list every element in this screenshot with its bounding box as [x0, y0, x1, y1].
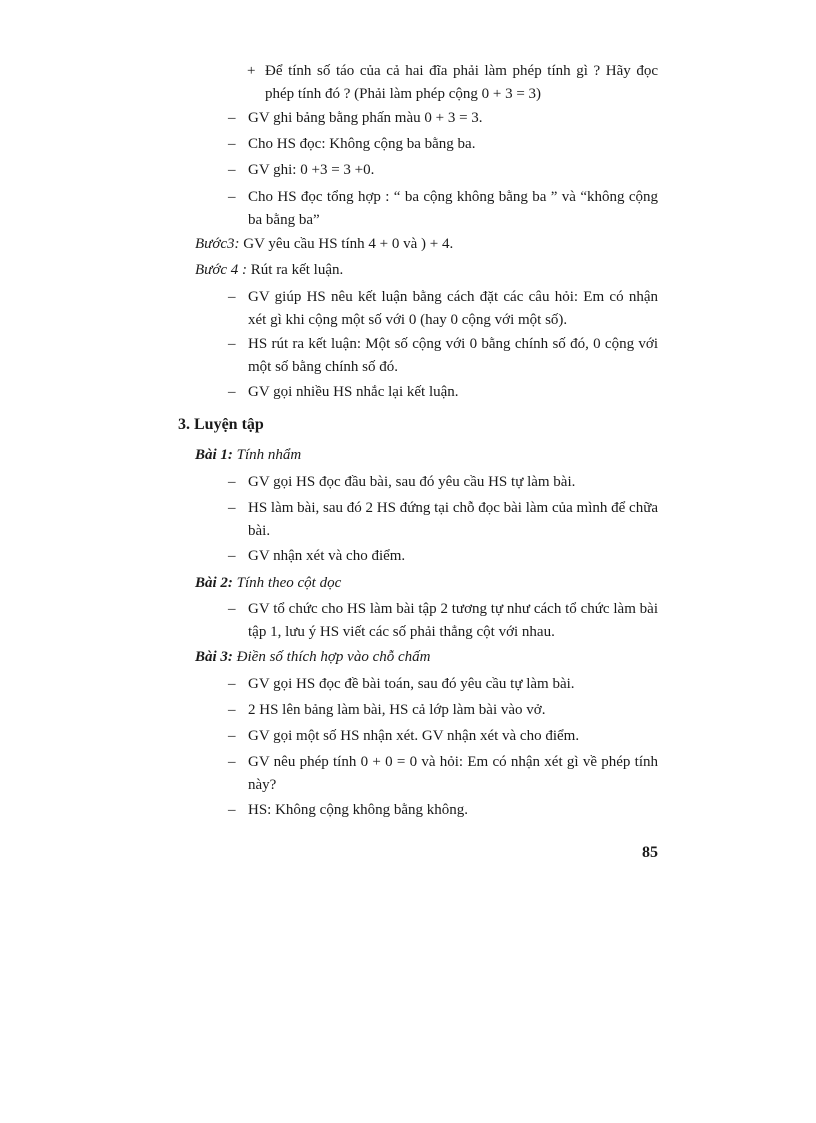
dash-bullet: –	[228, 162, 236, 178]
step-4-label: Bước 4 :	[195, 262, 248, 278]
exercise-1-title	[195, 444, 301, 467]
dash-bullet: –	[228, 702, 236, 718]
dash-bullet: –	[228, 802, 236, 818]
step-4	[195, 259, 343, 282]
dash-bullet: –	[228, 289, 236, 305]
exercise-2-name: Tính theo cột dọc	[232, 575, 342, 591]
exercise-2-label: Bài 2:	[195, 575, 233, 591]
exercise-3-item: GV gọi HS đọc đề bài toán, sau đó yêu cầu tự làm bài.	[248, 676, 575, 692]
paragraph-gv-ghi: GV ghi: 0 +3 = 3 +0.	[248, 162, 375, 178]
paragraph-doc-tong-hop: Cho HS đọc tổng hợp : “ ba cộng không bằng ba ” và “không cộng ba bằng ba”	[248, 189, 658, 228]
exercise-1-item: GV nhận xét và cho điểm.	[248, 548, 406, 564]
exercise-2-title	[195, 572, 341, 595]
paragraph-gv-giup-hs: GV giúp HS nêu kết luận bằng cách đặt các câu hỏi: Em có nhận xét gì khi cộng một số với 0 (hay 0 cộng với một số).	[248, 289, 658, 328]
step-3	[195, 233, 453, 256]
exercise-3-item: 2 HS lên bảng làm bài, HS cả lớp làm bài vào vở.	[248, 702, 546, 718]
dash-bullet: –	[228, 500, 236, 516]
exercise-1-item: HS làm bài, sau đó 2 HS đứng tại chỗ đọc bài làm của mình để chữa bài.	[248, 500, 658, 539]
dash-bullet: –	[228, 548, 236, 564]
exercise-1-label: Bài 1:	[195, 447, 233, 463]
dash-bullet: –	[228, 136, 236, 152]
dash-bullet: –	[228, 384, 236, 400]
paragraph-gv-goi-nhieu: GV gọi nhiều HS nhắc lại kết luận.	[248, 384, 459, 400]
dash-bullet: –	[228, 474, 236, 490]
paragraph-apple-question: Để tính số táo của cả hai đĩa phải làm phép tính gì ? Hãy đọc phép tính đó ? (Phải làm phép cộng 0 + 3 = 3)	[265, 63, 658, 102]
dash-bullet: –	[228, 189, 236, 205]
plus-bullet: +	[247, 63, 256, 79]
paragraph-gv-ghi-bang: GV ghi bảng bằng phấn màu 0 + 3 = 3.	[248, 110, 483, 126]
dash-bullet: –	[228, 110, 236, 126]
exercise-3-item: HS: Không cộng không bằng không.	[248, 802, 468, 818]
dash-bullet: –	[228, 754, 236, 770]
exercise-1-name: Tính nhẩm	[232, 447, 302, 463]
exercise-3-title	[195, 646, 430, 669]
exercise-3-item: GV gọi một số HS nhận xét. GV nhận xét và cho điểm.	[248, 728, 580, 744]
dash-bullet: –	[228, 336, 236, 352]
page-number: 85	[642, 844, 658, 861]
dash-bullet: –	[228, 728, 236, 744]
exercise-2-item: GV tổ chức cho HS làm bài tập 2 tương tự như cách tổ chức làm bài tập 1, lưu ý HS viết các số phải thẳng cột với nhau.	[248, 601, 658, 640]
section-heading: 3. Luyện tập	[178, 416, 264, 433]
step-3-text: GV yêu cầu HS tính 4 + 0 và ) + 4.	[239, 236, 454, 252]
paragraph-cho-hs-doc: Cho HS đọc: Không cộng ba bằng ba.	[248, 136, 476, 152]
exercise-3-name: Điền số thích hợp vào chỗ chấm	[232, 649, 431, 665]
dash-bullet: –	[228, 601, 236, 617]
dash-bullet: –	[228, 676, 236, 692]
exercise-1-item: GV gọi HS đọc đầu bài, sau đó yêu cầu HS tự làm bài.	[248, 474, 576, 490]
paragraph-hs-rut-ra: HS rút ra kết luận: Một số cộng với 0 bằng chính số đó, 0 cộng với một số bằng chính số đó.	[248, 336, 658, 375]
exercise-3-item: GV nêu phép tính 0 + 0 = 0 và hỏi: Em có nhận xét gì về phép tính này?	[248, 754, 658, 793]
step-4-text: Rút ra kết luận.	[247, 262, 344, 278]
step-3-label: Bước3:	[195, 236, 240, 252]
exercise-3-label: Bài 3:	[195, 649, 233, 665]
